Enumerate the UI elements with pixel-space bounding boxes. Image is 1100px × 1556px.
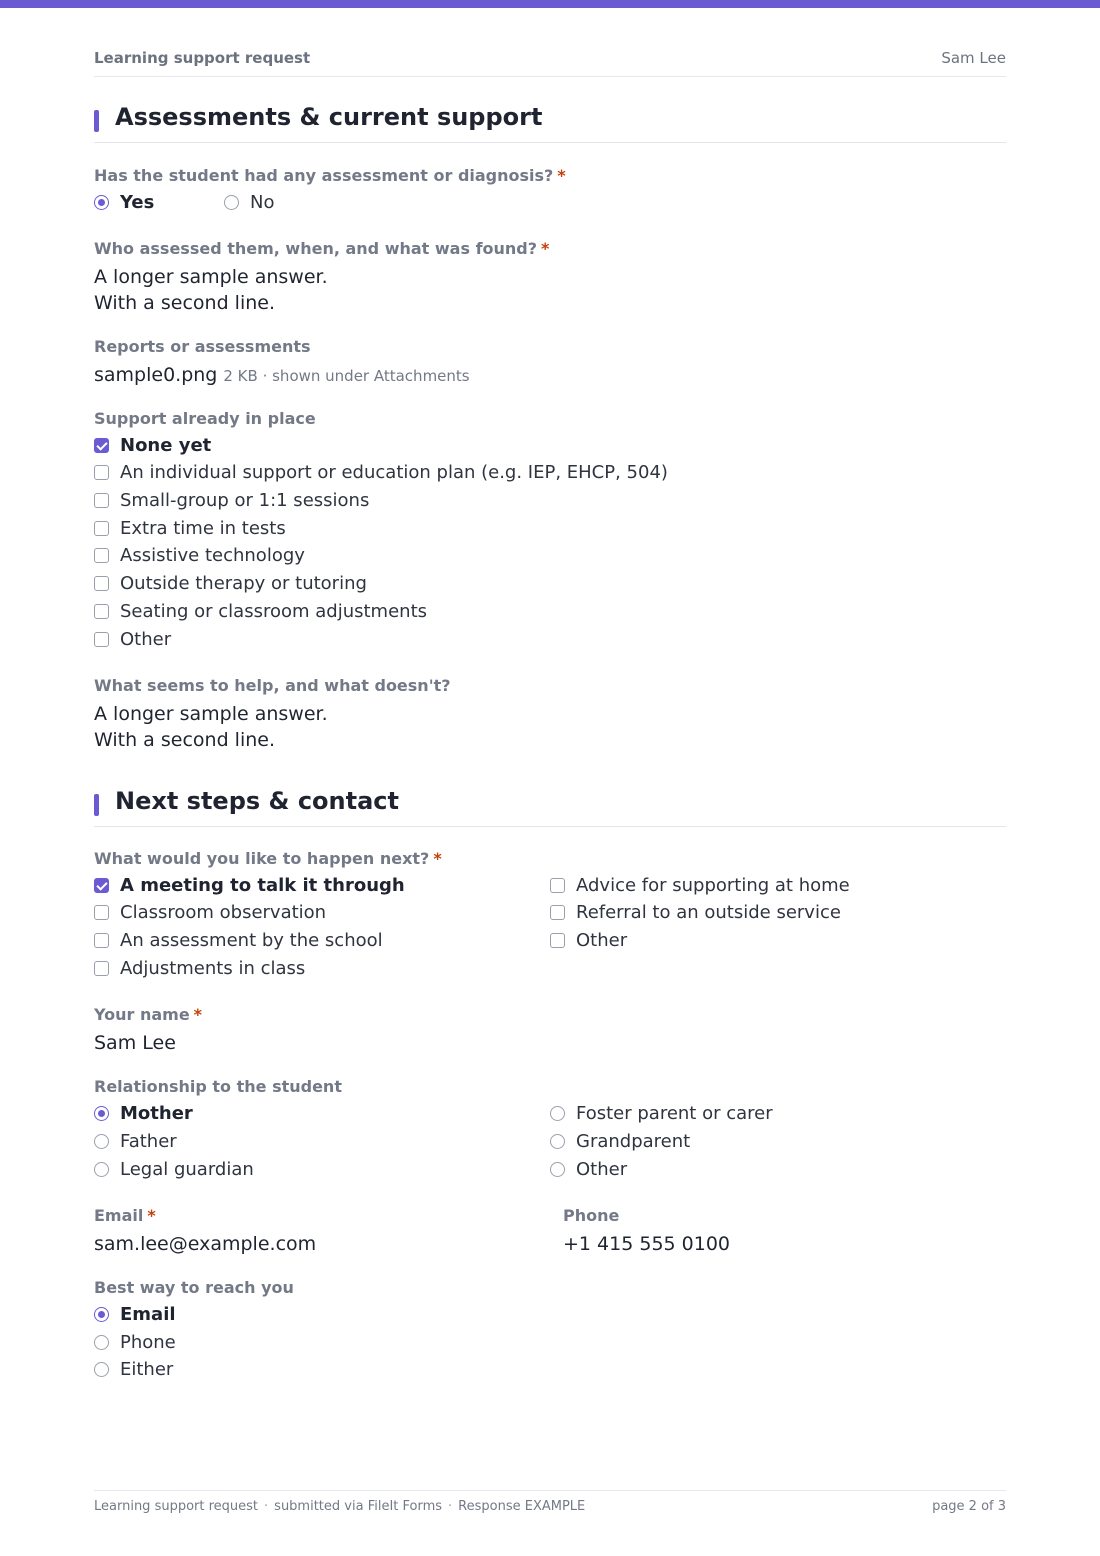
answer-name: Sam Lee: [94, 1032, 176, 1054]
radio-empty-icon: [550, 1162, 565, 1177]
file-name: sample0.png: [94, 364, 218, 386]
answer-phone: +1 415 555 0100: [563, 1233, 731, 1255]
checkbox-empty-icon: [94, 576, 109, 591]
checkbox-empty-icon: [550, 905, 565, 920]
respondent-name: Sam Lee: [941, 49, 1006, 67]
question-label-relationship: Relationship to the student: [94, 1077, 342, 1096]
checkbox-empty-icon: [94, 905, 109, 920]
question-label-email: Email *: [94, 1206, 156, 1225]
question-label-what-helps: What seems to help, and what doesn't?: [94, 676, 451, 695]
question-label-support: Support already in place: [94, 409, 316, 428]
radio-empty-icon: [94, 1335, 109, 1350]
checkbox-empty-icon: [94, 465, 109, 480]
answer-email: sam.lee@example.com: [94, 1233, 317, 1255]
required-marker: *: [557, 166, 566, 185]
footer-submitted-via: submitted via FileIt Forms: [274, 1499, 443, 1514]
section-title: Next steps & contact: [115, 787, 399, 815]
accent-top-bar: [0, 0, 1100, 8]
checkbox-empty-icon: [94, 548, 109, 563]
radio-selected-icon: [94, 1106, 109, 1121]
footer-form-name: Learning support request: [94, 1499, 259, 1514]
question-label-phone: Phone: [563, 1206, 620, 1225]
checkbox-empty-icon: [94, 604, 109, 619]
checkbox-empty-icon: [94, 521, 109, 536]
attachment-file[interactable]: [94, 362, 470, 389]
checkbox-empty-icon: [94, 961, 109, 976]
radio-selected-icon: [94, 1307, 109, 1322]
page-header: [94, 48, 1006, 77]
question-label-next: What would you like to happen next? *: [94, 849, 442, 868]
section-accent-bar: [94, 794, 99, 816]
required-marker: *: [147, 1206, 156, 1225]
page-number: page 2 of 3: [932, 1499, 1006, 1514]
section-accent-bar: [94, 110, 99, 132]
file-meta: 2 KB · shown under Attachments: [223, 367, 470, 385]
radio-selected-icon: [94, 195, 109, 210]
section-next-steps-header: [94, 787, 1006, 827]
radio-empty-icon: [94, 1162, 109, 1177]
radio-empty-icon: [224, 195, 239, 210]
page-footer: [94, 1490, 1006, 1521]
required-marker: *: [433, 849, 442, 868]
section-title: Assessments & current support: [115, 103, 543, 131]
radio-empty-icon: [550, 1134, 565, 1149]
checkbox-empty-icon: [550, 933, 565, 948]
checkbox-empty-icon: [550, 878, 565, 893]
form-name: Learning support request: [94, 49, 311, 67]
checkbox-empty-icon: [94, 632, 109, 647]
checkbox-checked-icon: [94, 438, 109, 453]
radio-empty-icon: [550, 1106, 565, 1121]
required-marker: *: [193, 1005, 203, 1024]
radio-empty-icon: [94, 1362, 109, 1377]
answer-what-helps: A longer sample answer. With a second line.: [94, 703, 328, 751]
checkbox-empty-icon: [94, 493, 109, 508]
checkbox-empty-icon: [94, 933, 109, 948]
answer-who-assessed: A longer sample answer. With a second line.: [94, 266, 328, 314]
footer-response-id: Response EXAMPLE: [458, 1499, 586, 1514]
radio-empty-icon: [94, 1134, 109, 1149]
checkbox-checked-icon: [94, 878, 109, 893]
question-label-who-assessed: Who assessed them, when, and what was found? *: [94, 239, 550, 258]
required-marker: *: [541, 239, 550, 258]
question-label-name: Your name *: [94, 1005, 203, 1024]
footer-meta: Learning support request · submitted via FileIt Forms · Response EXAMPLE: [94, 1499, 586, 1514]
question-label-reach: Best way to reach you: [94, 1278, 294, 1297]
section-assessments-header: [94, 103, 1006, 143]
question-label-reports: Reports or assessments: [94, 337, 311, 356]
question-label-assessed: Has the student had any assessment or diagnosis? *: [94, 166, 566, 185]
